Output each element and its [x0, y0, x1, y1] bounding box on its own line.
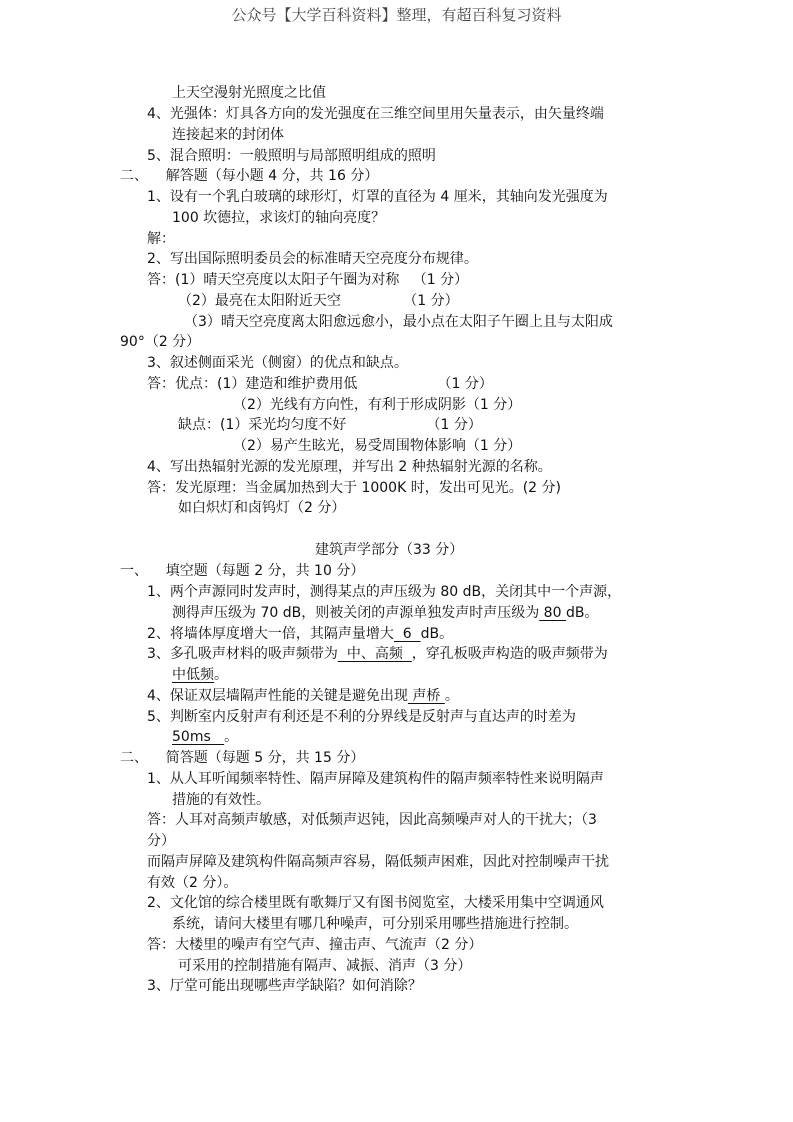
text-line: 90°（2 分）: [120, 334, 201, 350]
text-line: 2、写出国际照明委员会的标准晴天空亮度分布规律。: [147, 251, 478, 267]
text-line: 答：人耳对高频声敏感，对低频声迟钝，因此高频噪声对人的干扰大；（3: [147, 812, 597, 828]
fill-line-2: 2、将墙体厚度增大一倍，其隔声量增大 6 dB。: [147, 626, 454, 642]
section-heading: 二、 简答题（每题 5 分，共 15 分）: [120, 750, 365, 766]
fill-line-3b: 中低频。: [172, 667, 228, 683]
fill-line-1: 测得声压级为 70 dB，则被关闭的声源单独发声时声压级为 80 dB。: [172, 605, 599, 621]
text-line: 答：发光原理：当金属加热到大于 1000K 时，发出可见光。(2 分): [147, 480, 561, 496]
text-line: 连接起来的封闭体: [172, 127, 284, 143]
fill-answer: 6: [393, 626, 421, 642]
text-line: 3、厅堂可能出现哪些声学缺陷？如何消除？: [147, 978, 422, 994]
text-line: 1、从人耳听闻频率特性、隔声屏障及建筑构件的隔声频率特性来说明隔声: [147, 771, 604, 787]
text-line: 措施的有效性。: [172, 792, 270, 808]
fill-answer: 80: [539, 605, 566, 621]
text-line: 5、判断室内反射声有利还是不利的分界线是反射声与直达声的时差为: [147, 709, 576, 725]
fill-answer: 声桥: [407, 688, 445, 704]
text-line: 可采用的控制措施有隔声、减振、消声（3 分）: [178, 958, 472, 974]
fill-answer: 50ms: [172, 729, 225, 745]
text-line: 100 坎德拉，求该灯的轴向亮度？: [172, 210, 386, 226]
text-line: 分）: [147, 833, 175, 849]
section-heading: 一、 填空题（每题 2 分，共 10 分）: [120, 563, 365, 579]
text-line: 5、混合照明：一般照明与局部照明组成的照明: [147, 148, 436, 164]
text-line: 有效（2 分）。: [147, 875, 238, 891]
text-line: 而隔声屏障及建筑构件隔高频声容易，隔低频声困难，因此对控制噪声干扰: [147, 854, 609, 870]
text-line: 缺点：(1）采光均匀度不好 （1 分）: [178, 417, 482, 433]
fill-line-3: 3、多孔吸声材料的吸声频带为 中、高频 ，穿孔板吸声构造的吸声频带为: [147, 646, 608, 662]
fill-answer: 中、高频: [337, 646, 412, 662]
text-line: （3）晴天空亮度离太阳愈远愈小，最小点在太阳子午圈上且与太阳成: [184, 314, 613, 330]
text-line: 4、光强体：灯具各方向的发光强度在三维空间里用矢量表示，由矢量终端: [147, 106, 604, 122]
fill-line-5: 50ms 。: [172, 729, 239, 745]
text-line: 答：大楼里的噪声有空气声、撞击声、气流声（2 分）: [147, 937, 483, 953]
text-line: 解：: [147, 231, 175, 247]
text-line: （2）光线有方向性，有利于形成阴影（1 分）: [233, 397, 522, 413]
text-line: （2）最亮在太阳附近天空 （1 分）: [178, 293, 459, 309]
section-title: 建筑声学部分（33 分）: [315, 542, 464, 558]
text-line: 如白炽灯和卤钨灯（2 分）: [178, 500, 346, 516]
text-line: 2、文化馆的综合楼里既有歌舞厅又有图书阅览室，大楼采用集中空调通风: [147, 895, 604, 911]
text-line: 1、两个声源同时发声时，测得某点的声压级为 80 dB，关闭其中一个声源，: [147, 584, 622, 600]
fill-answer: 中低频: [172, 667, 214, 683]
text-line: 3、叙述侧面采光（侧窗）的优点和缺点。: [147, 355, 408, 371]
section-heading: 二、 解答题（每小题 4 分，共 16 分）: [120, 168, 379, 184]
text-line: 4、写出热辐射光源的发光原理，并写出 2 种热辐射光源的名称。: [147, 459, 552, 475]
text-line: 上天空漫射光照度之比值: [172, 85, 326, 101]
fill-line-4: 4、保证双层墙隔声性能的关键是避免出现 声桥 。: [147, 688, 459, 704]
text-line: 1、设有一个乳白玻璃的球形灯，灯罩的直径为 4 厘米，其轴向发光强度为: [147, 189, 608, 205]
text-line: 答：(1）晴天空亮度以太阳子午圈为对称 （1 分）: [147, 272, 469, 288]
text-line: 答：优点：(1）建造和维护费用低 （1 分）: [147, 376, 493, 392]
text-line: 系统，请问大楼里有哪几种噪声，可分别采用哪些措施进行控制。: [172, 916, 578, 932]
text-line: （2）易产生眩光，易受周围物体影响（1 分）: [233, 438, 522, 454]
page-header: 公众号【大学百科资料】整理，有超百科复习资料: [231, 6, 562, 24]
